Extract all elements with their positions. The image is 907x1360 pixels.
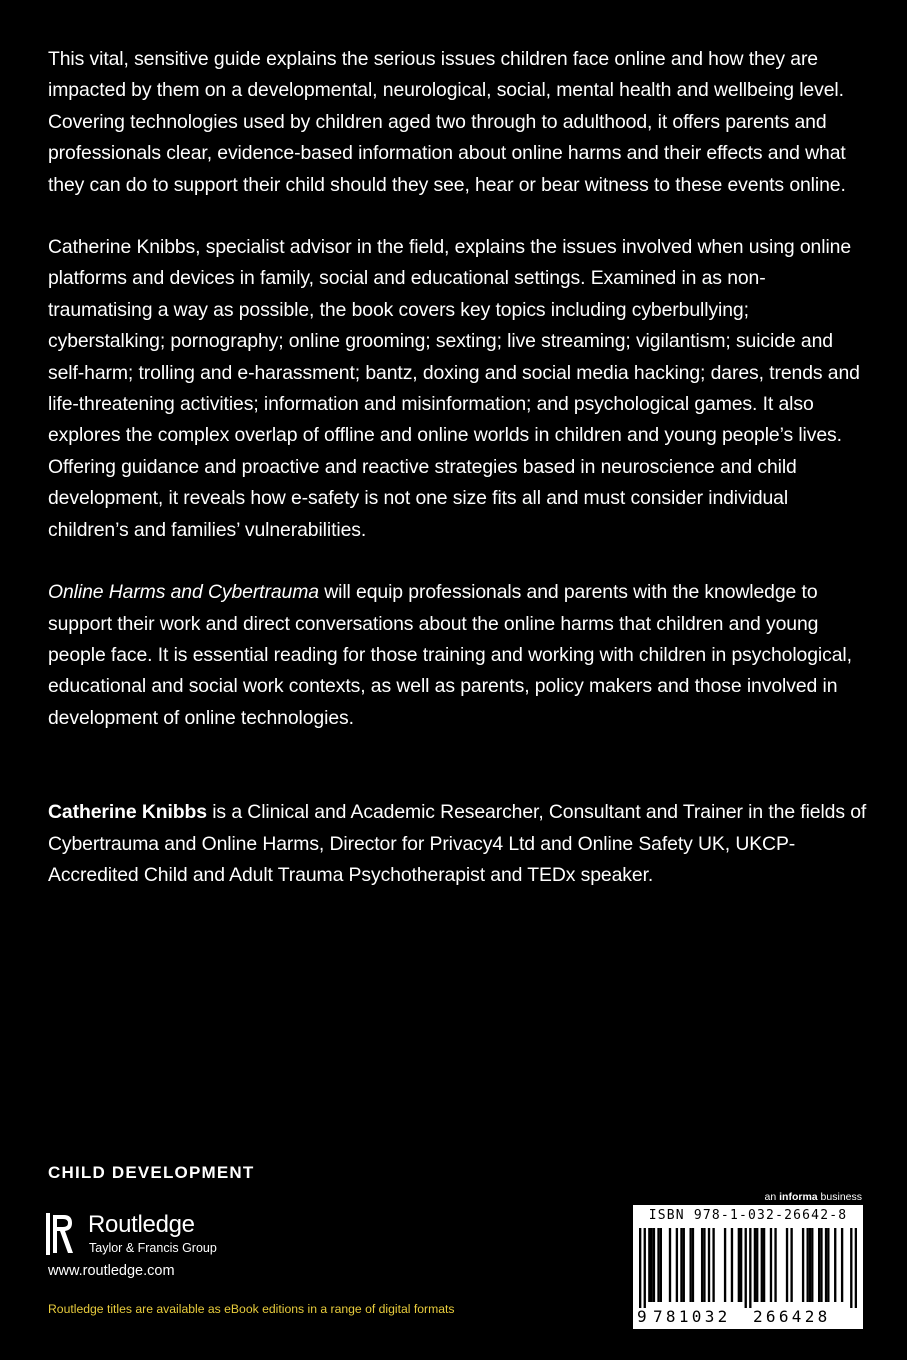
barcode-bar [708, 1228, 710, 1302]
routledge-r-logo-icon [44, 1209, 76, 1257]
book-title-italic: Online Harms and Cybertrauma [48, 581, 319, 604]
barcode-digits-left: 781032 [653, 1307, 731, 1326]
publisher-group: Taylor & Francis Group [89, 1241, 217, 1255]
barcode-bar [756, 1228, 758, 1302]
barcode-bar [834, 1228, 836, 1302]
blurb-paragraph-1: This vital, sensitive guide explains the serious issues children face online and how they are impacted by them on a developmental, neurological, social, mental health and wellbeing level. Covering technologies used by children aged two through to adulthood, it offers parents and professionals clear, evidence-based information about online harms and their effects and what they can do to support their child should they see, hear or bear witness to these events online. [48, 48, 846, 196]
barcode-bar [712, 1228, 714, 1302]
barcode-bar [825, 1228, 827, 1302]
isbn-label: ISBN 978-1-032-26642-8 [648, 1208, 848, 1223]
barcode-bar [807, 1228, 809, 1302]
routledge-logo [44, 1209, 284, 1257]
barcode-bar [676, 1228, 678, 1302]
barcode-bar [738, 1228, 740, 1302]
barcode-bar [841, 1228, 843, 1302]
barcode-bar [692, 1228, 694, 1302]
informa-brand: informa [779, 1191, 818, 1203]
barcode-bar [818, 1228, 820, 1302]
barcode-bar [724, 1228, 726, 1302]
publisher-website: www.routledge.com [48, 1263, 175, 1279]
barcode-bar [749, 1228, 751, 1308]
barcode-bars [639, 1228, 857, 1308]
author-bio [48, 797, 868, 891]
barcode-bar [790, 1228, 792, 1302]
blurb-paragraph-3-text: will equip professionals and parents with the knowledge to support their work and direct conversations about the online harms that children and young people face. It is essential reading for those training and working with children in psychological, educational and social work contexts, as well as parents, policy makers and those involved in development of online technologies. [48, 581, 852, 729]
barcode-digit-first: 9 [637, 1307, 647, 1326]
barcode-bar [653, 1228, 655, 1302]
barcode-bar [650, 1228, 652, 1302]
barcode-bar [774, 1228, 776, 1302]
barcode-bar [763, 1228, 765, 1302]
blurb-paragraph-2: Catherine Knibbs, specialist advisor in the field, explains the issues involved when using online platforms and devices in family, social and educational settings. Examined in as non-traumatising a way as possible, the book covers key topics including cyberbullying; cyberstalking; pornography; online grooming; sexting; live streaming; vigilantism; suicide and self-harm; trolling and e-harassment; bantz, doxing and social media hacking; dares, trends and life-threatening activities; information and misinformation; and psychological games. It also explores the complex overlap of offline and online worlds in children and young people’s lives. Offering guidance and proactive and reactive strategies based in neuroscience and child development, it reveals how e-safety is not one size fits all and must consider individual children’s and families’ vulnerabilities. [48, 236, 860, 541]
barcode-bar [639, 1228, 641, 1308]
barcode-digits [633, 1307, 863, 1327]
barcode-bar [855, 1228, 857, 1308]
blurb-paragraph-3 [48, 577, 868, 734]
barcode-bar [761, 1228, 763, 1302]
informa-business-tagline [765, 1191, 862, 1203]
barcode-digits-right: 266428 [753, 1307, 831, 1326]
barcode-bar [644, 1228, 646, 1308]
barcode-bar [786, 1228, 788, 1302]
barcode-bar [680, 1228, 682, 1302]
ebook-note: Routledge titles are available as eBook editions in a range of digital formats [48, 1302, 455, 1316]
informa-suffix: business [817, 1191, 862, 1203]
barcode-bar [754, 1228, 756, 1302]
barcode-bar [827, 1228, 829, 1302]
barcode-bar [660, 1228, 662, 1302]
barcode-bar [703, 1228, 705, 1302]
isbn-barcode [633, 1205, 863, 1329]
barcode-bar [745, 1228, 747, 1308]
author-name: Catherine Knibbs [48, 801, 207, 824]
barcode-bar [770, 1228, 772, 1302]
back-cover-blurb [48, 44, 868, 922]
author-bio-text: is a Clinical and Academic Researcher, Consultant and Trainer in the fields of Cybertrauma and Online Harms, Director for Privacy4 Ltd and Online Safety UK, UKCP-Accredited Child and Adult Trauma Psychotherapist and TEDx speaker. [48, 801, 867, 886]
barcode-bar [850, 1228, 852, 1308]
barcode-bar [740, 1228, 742, 1302]
publisher-name: Routledge [88, 1211, 195, 1238]
barcode-bar [689, 1228, 691, 1302]
barcode-bar [648, 1228, 650, 1302]
subject-category: CHILD DEVELOPMENT [48, 1163, 255, 1182]
barcode-bar [731, 1228, 733, 1302]
barcode-bar [701, 1228, 703, 1302]
barcode-bar [811, 1228, 813, 1302]
barcode-bar [820, 1228, 822, 1302]
barcode-bar [802, 1228, 804, 1302]
barcode-bar [657, 1228, 659, 1302]
barcode-bar [669, 1228, 671, 1302]
barcode-bar [683, 1228, 685, 1302]
informa-prefix: an [764, 1191, 780, 1203]
barcode-bar [809, 1228, 811, 1302]
